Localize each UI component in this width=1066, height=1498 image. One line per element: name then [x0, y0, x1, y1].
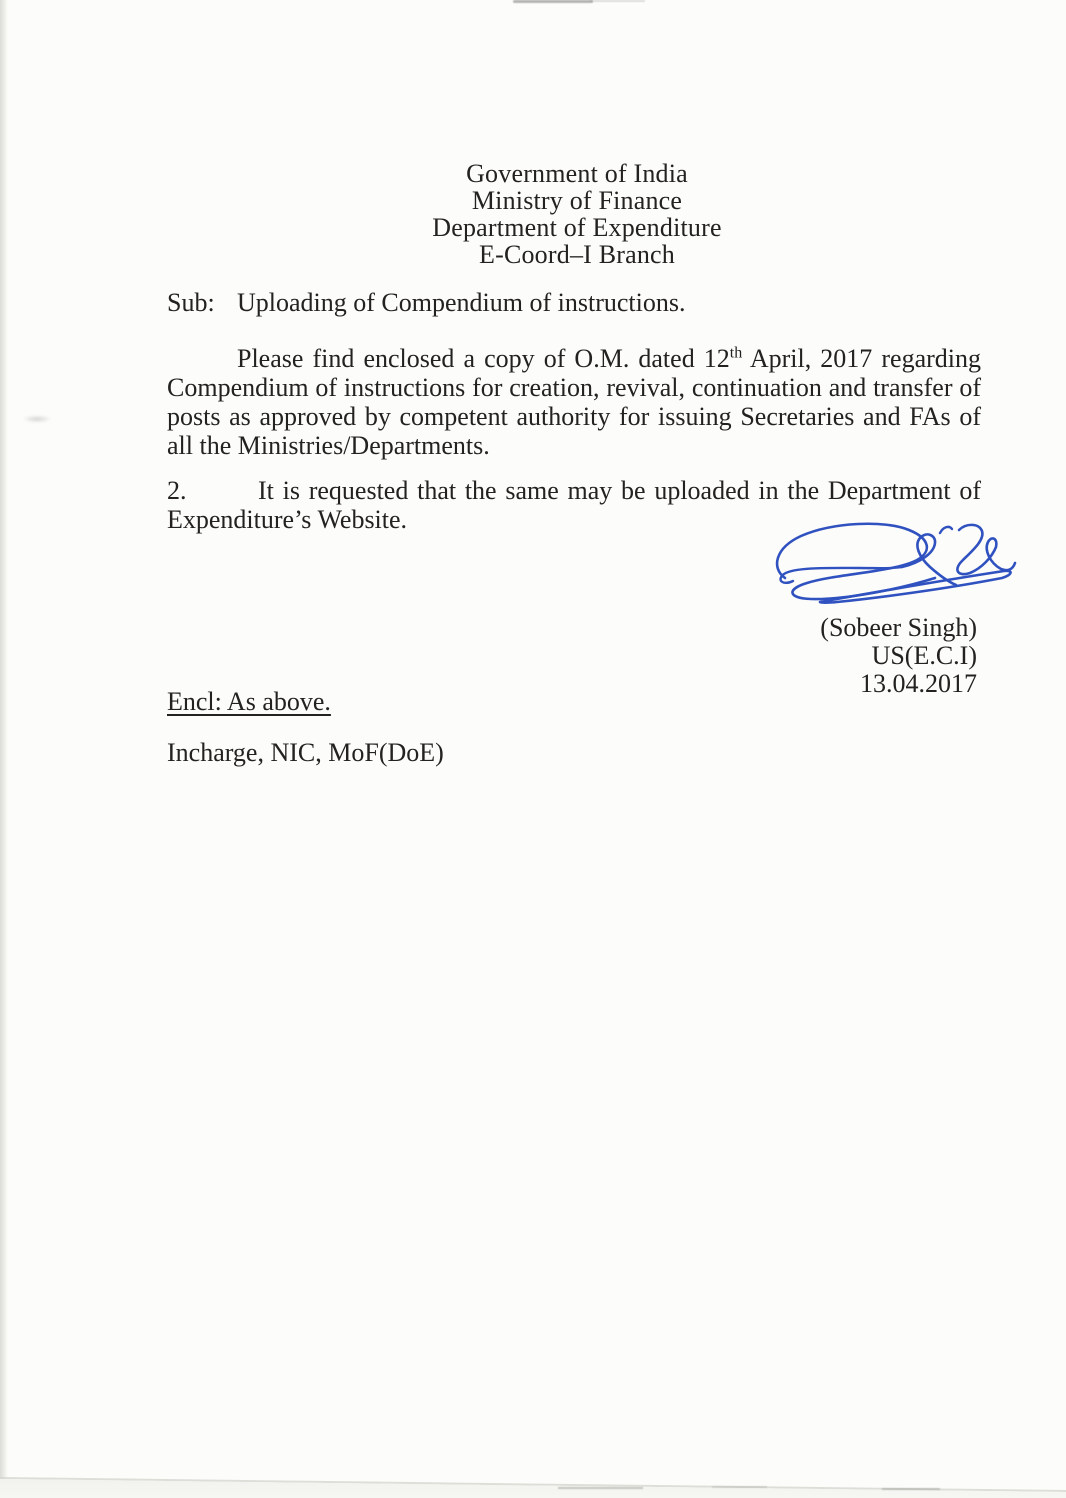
subject-text: Uploading of Compendium of instructions. [237, 288, 686, 317]
paragraph-1-text-prefix: Please find enclosed a copy of O.M. dated 12 [237, 344, 730, 373]
ordinal-superscript: th [729, 344, 743, 362]
handwritten-signature [763, 518, 1018, 613]
addressee-line: Incharge, NIC, MoF(DoE) [167, 738, 444, 767]
enclosure-note: Encl: As above. [167, 687, 331, 716]
letterhead [244, 160, 910, 268]
signatory-name: (Sobeer Singh) [820, 613, 977, 642]
subject-line [167, 289, 987, 317]
scan-artifact-top-smudge-2 [590, 0, 645, 2]
letterhead-line-department: Department of Expenditure [432, 213, 722, 242]
paragraph-2-number: 2. [167, 476, 187, 505]
body-paragraph-1 [167, 344, 981, 460]
letterhead-line-ministry: Ministry of Finance [471, 186, 683, 215]
scan-artifact-margin-smudge [22, 415, 52, 423]
signatory-date: 13.04.2017 [860, 669, 977, 698]
scan-artifact-streak [558, 1487, 643, 1489]
letterhead-line-government: Government of India [466, 159, 688, 188]
scan-artifact-top-smudge [513, 0, 593, 3]
letterhead-line-branch: E-Coord–I Branch [479, 240, 675, 269]
paragraph-1-text-suffix: April, 2017 regarding Compendium of instructions for creation, revival, continuation and transfer of posts as approved by competent authority for issuing Secretaries and FAs of all the Ministries/Departments. [167, 344, 981, 460]
subject-label: Sub: [167, 288, 215, 317]
scan-artifact-streak [882, 1488, 940, 1490]
scan-artifact-streak [712, 1486, 767, 1488]
signatory-block [700, 614, 977, 698]
scan-artifact-left-edge [0, 0, 8, 1498]
signatory-designation: US(E.C.I) [871, 641, 977, 670]
paragraph-2-text: It is requested that the same may be uploaded in the Department of Expenditure’s Website. [167, 476, 981, 534]
